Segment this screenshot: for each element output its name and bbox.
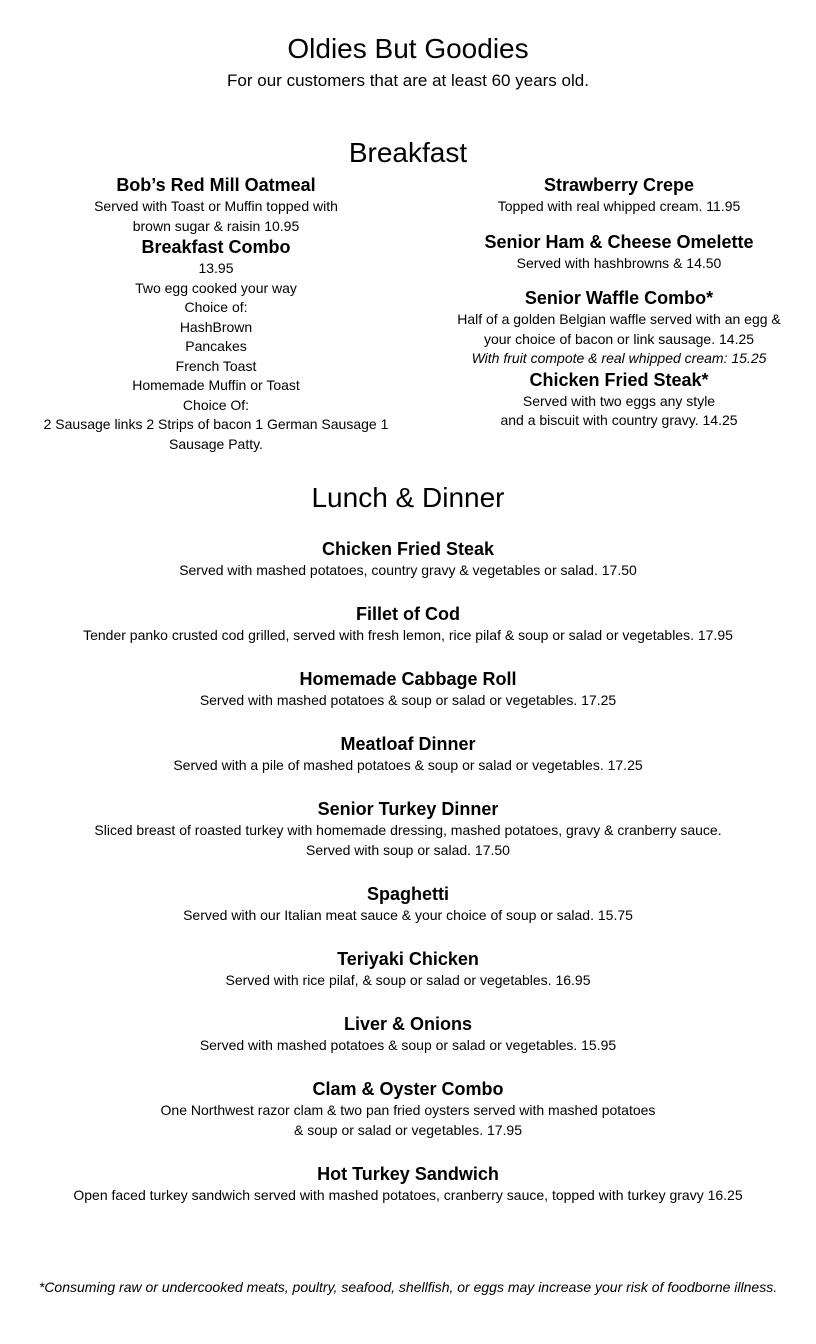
menu-item-name: Senior Turkey Dinner <box>317 799 499 819</box>
menu-item-description: One Northwest razor clam & two pan fried oysters served with mashed potatoes <box>160 1102 656 1118</box>
menu-item <box>440 287 798 369</box>
menu-item-description: French Toast <box>175 357 257 374</box>
menu-item-name: Senior Waffle Combo* <box>524 288 714 308</box>
menu-item-description: Tender panko crusted cod grilled, served with fresh lemon, rice pilaf & soup or salad or vegetables. 17.95 <box>83 627 733 643</box>
menu-item-name: Chicken Fried Steak* <box>529 369 709 390</box>
menu-item-name: Clam & Oyster Combo <box>312 1079 504 1099</box>
breakfast-heading: Breakfast <box>348 137 468 168</box>
menu-item <box>0 1163 816 1228</box>
menu-item-description: Served with two eggs any style <box>522 392 716 409</box>
menu-item <box>0 883 816 948</box>
menu-item-description: brown sugar & raisin 10.95 <box>132 217 300 234</box>
menu-item-description: Served with Toast or Muffin topped with <box>94 198 338 214</box>
menu-item-option: With fruit compote & real whipped cream: 15.25 <box>471 350 767 366</box>
menu-item <box>440 174 798 217</box>
menu-item-description: Sliced breast of roasted turkey with homemade dressing, mashed potatoes, gravy & cranberry sauce. <box>94 822 722 838</box>
menu-item-description: Topped with real whipped cream. 11.95 <box>497 198 741 214</box>
menu-item-description: Served with our Italian meat sauce & your choice of soup or salad. 15.75 <box>183 907 633 923</box>
menu-item-description: Homemade Muffin or Toast <box>132 377 300 393</box>
menu-item <box>0 668 816 733</box>
menu-item-name: Spaghetti <box>366 884 449 904</box>
menu-item <box>0 948 816 1013</box>
menu-item <box>440 231 798 274</box>
menu-item-description: Served with soup or salad. 17.50 <box>306 841 510 858</box>
menu-item-description: & soup or salad or vegetables. 17.95 <box>293 1121 523 1138</box>
menu-item-name: Homemade Cabbage Roll <box>299 669 517 689</box>
menu-item-description: Served with hashbrowns & 14.50 <box>516 254 722 271</box>
menu-item-description: Served with mashed potatoes & soup or salad or vegetables. 17.25 <box>199 692 617 708</box>
menu-item-description: and a biscuit with country gravy. 14.25 <box>500 412 738 428</box>
menu-item-description: Choice of: <box>184 299 248 315</box>
menu-item <box>0 1013 816 1078</box>
menu-item-name: Strawberry Crepe <box>543 175 695 195</box>
lunch-dinner-heading: Lunch & Dinner <box>311 482 505 513</box>
page-subtitle: For our customers that are at least 60 years old. <box>227 71 589 90</box>
menu-item-description: your choice of bacon or link sausage. 14.25 <box>483 330 755 347</box>
menu-item-description: Sausage Patty. <box>169 435 263 452</box>
menu-item-name: Fillet of Cod <box>356 604 460 624</box>
menu-item-description: Half of a golden Belgian waffle served with an egg & <box>457 311 781 327</box>
breakfast-right-column <box>440 174 798 431</box>
menu-item-description: Served with mashed potatoes & soup or salad or vegetables. 15.95 <box>199 1037 617 1053</box>
menu-item <box>440 369 798 431</box>
lunch-dinner-list <box>0 538 816 1228</box>
menu-item-description: Two egg cooked your way <box>135 279 297 296</box>
menu-item <box>0 1078 816 1163</box>
menu-item <box>0 733 816 798</box>
menu-item-name: Breakfast Combo <box>141 237 291 257</box>
menu-item-description: HashBrown <box>179 318 253 335</box>
menu-item <box>0 538 816 603</box>
menu-item-description: Served with rice pilaf, & soup or salad or vegetables. 16.95 <box>225 972 591 988</box>
breakfast-left-column <box>30 174 402 454</box>
menu-item-name: Liver & Onions <box>343 1014 473 1034</box>
menu-item <box>30 174 402 236</box>
menu-item <box>0 603 816 668</box>
menu-item <box>30 236 402 454</box>
menu-item-description: Pancakes <box>185 338 247 354</box>
menu-item-description: Served with mashed potatoes, country gravy & vegetables or salad. 17.50 <box>179 562 637 578</box>
menu-item <box>0 798 816 883</box>
menu-item-name: Chicken Fried Steak <box>321 539 495 559</box>
page-title: Oldies But Goodies <box>287 33 529 64</box>
food-safety-disclaimer: *Consuming raw or undercooked meats, poultry, seafood, shellfish, or eggs may increase your risk of foodborne illness. <box>38 1279 778 1295</box>
menu-item-description: Served with a pile of mashed potatoes & soup or salad or vegetables. 17.25 <box>173 757 643 773</box>
menu-item-price: 13.95 <box>198 260 234 276</box>
menu-item-name: Teriyaki Chicken <box>337 949 479 969</box>
menu-item-name: Senior Ham & Cheese Omelette <box>484 231 754 252</box>
menu-item-description: Choice Of: <box>182 396 250 413</box>
menu-item-description: 2 Sausage links 2 Strips of bacon 1 German Sausage 1 <box>43 416 389 432</box>
menu-item-description: Open faced turkey sandwich served with mashed potatoes, cranberry sauce, topped with turkey gravy 16.25 <box>73 1187 743 1203</box>
menu-item-name: Hot Turkey Sandwich <box>317 1164 499 1184</box>
menu-item-name: Bob’s Red Mill Oatmeal <box>116 175 316 195</box>
menu-item-name: Meatloaf Dinner <box>340 734 476 754</box>
